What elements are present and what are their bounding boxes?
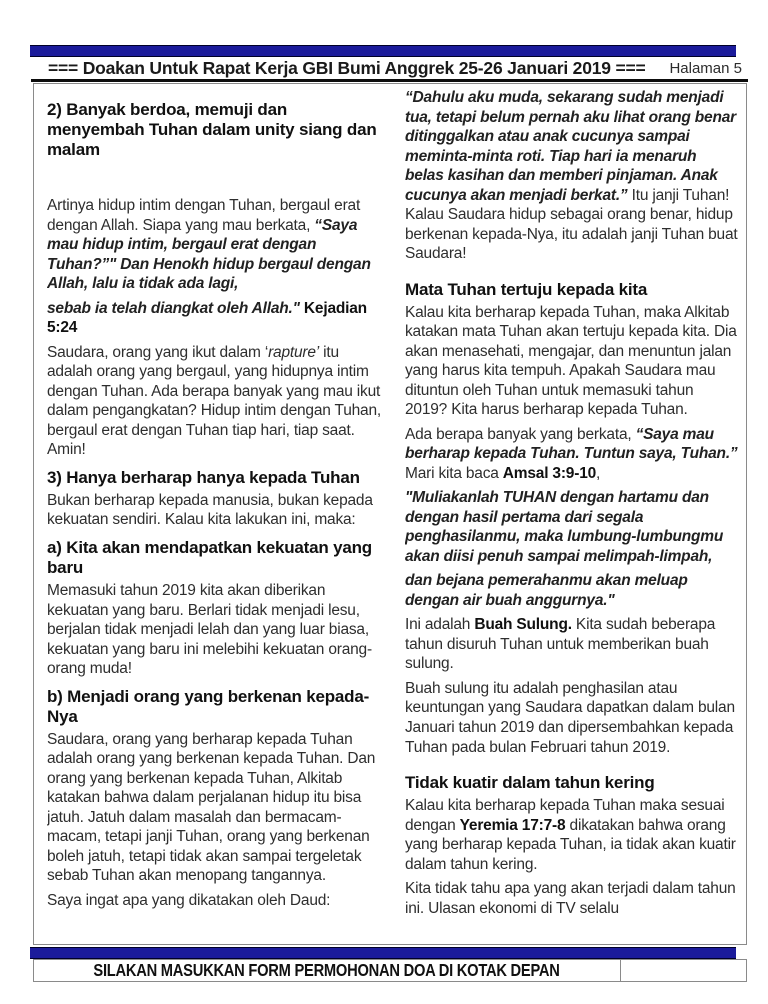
- section-heading: 3) Hanya berharap hanya kepada Tuhan: [47, 467, 360, 487]
- paragraph: Artinya hidup intim dengan Tuhan, bergaul erat dengan Allah. Siapa yang mau berkata, “Saya mau hidup intim, bergaul erat dengan Tuhan?”" Dan Henokh hidup bergaul dengan Allah, lalu ia tidak ada lagi,: [47, 197, 371, 293]
- page-title: === Doakan Untuk Rapat Kerja GBI Bumi Anggrek 25-26 Januari 2019 ===: [48, 57, 646, 78]
- paragraph: sebab ia telah diangkat oleh Allah." Kejadian 5:24: [47, 299, 367, 337]
- right-column: [405, 86, 738, 944]
- page-header: [36, 57, 748, 79]
- paragraph: dan bejana pemerahanmu akan meluap dengan air buah anggurnya.": [405, 572, 688, 609]
- paragraph: Kalau kita berharap kepada Tuhan, maka Alkitab katakan mata Tuhan akan tertuju kepada kita. Dia akan menasehati, mengajar, dan menuntun jalan yang harus kita tempuh. Apakah Saudara mau dituntun oleh Tuhan untuk memasuki tahun 2019? Kita harus berharap kepada Tuhan.: [405, 303, 737, 419]
- paragraph: "Muliakanlah TUHAN dengan hartamu dan dengan hasil pertama dari segala penghasilanmu, maka lumbung-lumbungmu akan diisi penuh sampai melimpah-limpah,: [405, 489, 724, 565]
- footer-box: [33, 959, 747, 982]
- paragraph: Buah sulung itu adalah penghasilan atau keuntungan yang Saudara dapatkan dalam bulan Januari tahun 2019 dan dipersembahkan kepada Tuhan pada bulan Februari tahun 2019.: [405, 679, 735, 756]
- section-heading: Tidak kuatir dalam tahun kering: [405, 773, 655, 793]
- footer-empty-cell: [621, 960, 746, 981]
- page-number: Halaman 5: [669, 59, 742, 77]
- paragraph: Bukan berharap kepada manusia, bukan kepada kekuatan sendiri. Kalau kita lakukan ini, maka:: [47, 491, 373, 529]
- paragraph: Kita tidak tahu apa yang akan terjadi dalam tahun ini. Ulasan ekonomi di TV selalu: [405, 880, 736, 917]
- paragraph: Saudara, orang yang ikut dalam ‘rapture’ itu adalah orang yang bergaul, yang hidupnya intim dengan Tuhan. Ada berapa banyak yang mau ikut dalam pengangkatan? Hidup intim dengan Tuhan, bergaul erat dengan Tuhan tiap hari, tiap saat. Amin!: [47, 343, 381, 459]
- paragraph: Memasuki tahun 2019 kita akan diberikan kekuatan yang baru. Berlari tidak menjadi lesu, berjalan tidak menjadi lelah dan yang luar biasa, kekuatan yang baru ini melebihi kekuatan orang-orang muda!: [47, 582, 372, 678]
- section-heading: a) Kita akan mendapatkan kekuatan yang baru: [47, 537, 372, 577]
- footer-banner-text: SILAKAN MASUKKAN FORM PERMOHONAN DOA DI KOTAK DEPAN: [93, 960, 561, 980]
- footer-banner-cell: [34, 960, 621, 981]
- section-heading: Mata Tuhan tertuju kepada kita: [405, 279, 648, 299]
- paragraph: Saudara, orang yang berharap kepada Tuhan adalah orang yang berkenan kepada Tuhan. Dan orang yang berkenan kepada Tuhan, Alkitab katakan bahwa dalam perjalanan hidup itu bisa jatuh. Jatuh dalam masalah dan bermacam-macam, tetapi janji Tuhan, orang yang berkenan boleh jatuh, tetapi tidak akan sampai tergeletak sebab Tuhan akan menopang tangannya.: [47, 730, 376, 885]
- top-accent-bar: [30, 45, 736, 57]
- content-box: [33, 83, 747, 945]
- paragraph: Kalau kita berharap kepada Tuhan maka sesuai dengan Yeremia 17:7-8 dikatakan bahwa orang yang berharap kepada Tuhan, ia tidak akan kuatir dalam tahun kering.: [405, 797, 736, 873]
- header-rule: [31, 79, 748, 82]
- footer-accent-bar: [30, 947, 736, 959]
- section-heading: 2) Banyak berdoa, memuji dan menyembah Tuhan dalam unity siang dan malam: [47, 100, 377, 160]
- paragraph: Ada berapa banyak yang berkata, “Saya mau berharap kepada Tuhan. Tuntun saya, Tuhan.” Mari kita baca Amsal 3:9-10,: [405, 425, 738, 482]
- paragraph: Ini adalah Buah Sulung. Kita sudah beberapa tahun disuruh Tuhan untuk memberikan buah sulung.: [405, 616, 716, 673]
- paragraph: Saya ingat apa yang dikatakan oleh Daud:: [47, 891, 331, 909]
- left-column: [47, 86, 383, 944]
- section-heading: b) Menjadi orang yang berkenan kepada-Nya: [47, 686, 370, 726]
- paragraph: “Dahulu aku muda, sekarang sudah menjadi tua, tetapi belum pernah aku lihat orang benar ditinggalkan atau anak cucunya sampai meminta-minta roti. Tiap hari ia menaruh belas kasihan dan memberi pinjaman. Anak cucunya akan menjadi berkat.” Itu janji Tuhan! Kalau Saudara hidup sebagai orang benar, hidup berkenan kepada-Nya, itu adalah janji Tuhan buat Saudara!: [405, 89, 738, 263]
